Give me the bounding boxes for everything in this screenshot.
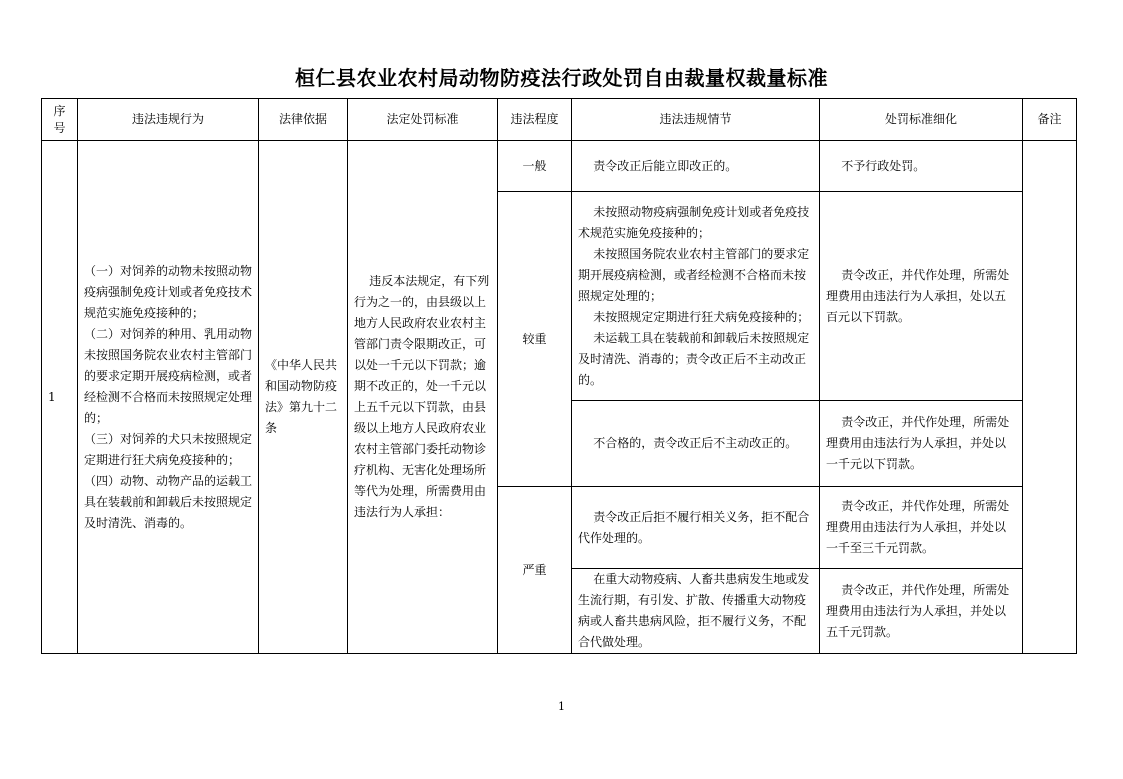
header-seq: 序 号 xyxy=(42,99,78,141)
header-behavior: 违法违规行为 xyxy=(78,99,259,141)
header-remark: 备注 xyxy=(1023,99,1077,141)
circumstance-serious-2: 不合格的，责令改正后不主动改正的。 xyxy=(572,401,820,487)
header-detail: 处罚标准细化 xyxy=(820,99,1023,141)
header-row xyxy=(42,99,1077,141)
degree-severe: 严重 xyxy=(498,487,572,654)
table-row xyxy=(42,141,1077,192)
header-circumstance: 违法违规情节 xyxy=(572,99,820,141)
detail-general: 不予行政处罚。 xyxy=(820,141,1023,192)
row-seq: 1 xyxy=(42,141,78,654)
detail-serious-1: 责令改正，并代作处理，所需处理费用由违法行为人承担，处以五百元以下罚款。 xyxy=(820,192,1023,401)
circumstance-general: 责令改正后能立即改正的。 xyxy=(572,141,820,192)
degree-serious: 较重 xyxy=(498,192,572,487)
document-title: 桓仁县农业农村局动物防疫法行政处罚自由裁量权裁量标准 xyxy=(295,66,828,90)
page-number: 1 xyxy=(558,700,565,713)
row-behavior: （一）对饲养的动物未按照动物疫病强制免疫计划或者免疫技术规范实施免疫接种的； （二）对饲养的种用、乳用动物未按照国务院农业农村主管部门的要求定期开展疫病检测，或者经检测不合格而未按照规定处理的； （三）对饲养的犬只未按照规定定期进行狂犬病免疫接种的； （四）动物、动物产品的运载工具在装载前和卸载后未按照规定及时清洗、消毒的。 xyxy=(78,141,259,654)
circumstance-severe-2: 在重大动物疫病、人畜共患病发生地或发生流行期，有引发、扩散、传播重大动物疫病或人畜共患病风险，拒不履行义务，不配合代做处理。 xyxy=(572,569,820,654)
header-basis: 法律依据 xyxy=(259,99,348,141)
detail-serious-2: 责令改正，并代作处理，所需处理费用由违法行为人承担，并处以一千元以下罚款。 xyxy=(820,401,1023,487)
circumstance-severe-1: 责令改正后拒不履行相关义务，拒不配合代作处理的。 xyxy=(572,487,820,569)
row-remark xyxy=(1023,141,1077,654)
circumstance-serious-1: 未按照动物疫病强制免疫计划或者免疫技术规范实施免疫接种的； 未按照国务院农业农村主管部门的要求定期开展疫病检测，或者经检测不合格而未按照规定处理的； 未按照规定定期进行狂犬病免疫接种的； 未运载工具在装载前和卸载后未按照规定及时清洗、消毒的；责令改正后不主动改正的。 xyxy=(572,192,820,401)
degree-general: 一般 xyxy=(498,141,572,192)
header-standard: 法定处罚标准 xyxy=(348,99,498,141)
row-standard: 违反本法规定，有下列行为之一的，由县级以上地方人民政府农业农村主管部门责令限期改正，可以处一千元以下罚款；逾期不改正的，处一千元以上五千元以下罚款，由县级以上地方人民政府农业农村主管部门委托动物诊疗机构、无害化处理场所等代为处理，所需费用由违法行为人承担： xyxy=(348,141,498,654)
row-basis: 《中华人民共和国动物防疫法》第九十二条 xyxy=(259,141,348,654)
header-degree: 违法程度 xyxy=(498,99,572,141)
detail-severe-1: 责令改正，并代作处理，所需处理费用由违法行为人承担，并处以一千至三千元罚款。 xyxy=(820,487,1023,569)
penalty-standard-table xyxy=(41,98,1077,654)
detail-severe-2: 责令改正，并代作处理，所需处理费用由违法行为人承担，并处以五千元罚款。 xyxy=(820,569,1023,654)
